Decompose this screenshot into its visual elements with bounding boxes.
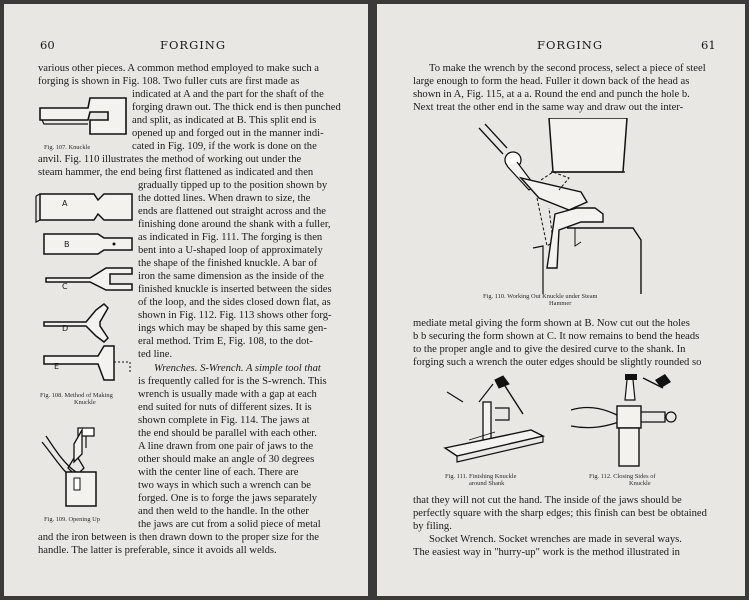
page-number: 61 (701, 38, 716, 52)
text-line: Next treat the other end in the same way and draw out the inter- (413, 102, 684, 113)
text-line: the end should be parallel with each other. (138, 428, 317, 439)
caption-fig112-cont: Knuckle (629, 480, 651, 487)
text-line: and then weld to the handle. In the other (138, 506, 309, 517)
caption-fig108: Fig. 108. Method of Making (40, 392, 113, 399)
text-line: ted line. (138, 349, 173, 360)
right-page (377, 4, 745, 596)
text-line: The easiest way in "hurry-up" work is the method illustrated in (413, 547, 680, 558)
text-line: perfectly square with the sharp edges; this finish can best be obtained (413, 508, 707, 519)
caption-fig107: Fig. 107. Knuckle (44, 144, 91, 151)
figure-110-steam-hammer (477, 118, 657, 294)
text-line: that they will not cut the hand. The inside of the jaws should be (413, 495, 682, 506)
text-line: as indicated in Fig. 111. The forging is then (138, 232, 323, 243)
text-line: shown complete in Fig. 114. The jaws at (138, 415, 310, 426)
figure-109-opening-up (38, 424, 110, 508)
text-line: the jaws are cut from a solid piece of metal (138, 519, 321, 530)
left-page (4, 4, 368, 596)
page-number: 60 (40, 38, 55, 52)
text-line: and split, as indicated at B. This split end is (132, 115, 317, 126)
text-line: the dotted lines. When drawn to size, the (138, 193, 311, 204)
running-head: FORGING (160, 38, 227, 52)
text-line: b b securing the form shown at C. It now remains to bend the heads (413, 331, 700, 342)
text-line: gradually tipped up to the position shown by (138, 180, 328, 191)
text-line: is frequently called for is the S-wrench. This (138, 376, 327, 387)
figure-108-stages (34, 186, 136, 384)
text-line: other should make an angle of 30 degrees (138, 454, 315, 465)
text-line: A line drawn from one pair of jaws to the (138, 441, 314, 452)
text-line: various other pieces. A common method employed to make such a (38, 63, 319, 74)
text-line: mediate metal giving the form shown at B. Now cut out the holes (413, 318, 690, 329)
caption-fig108-cont: Knuckle (74, 399, 96, 406)
caption-fig111-cont: around Shank (469, 480, 505, 487)
running-head: FORGING (537, 38, 604, 52)
text-line: handle. The latter is preferable, since it avoids all welds. (38, 545, 277, 556)
text-line: two ways in which such a wrench can be (138, 480, 311, 491)
text-line: shown in A, Fig. 115, at a a. Round the end and punch the hole b. (413, 89, 690, 100)
stage-label-c: C (62, 282, 68, 291)
text-line: forging is shown in Fig. 108. Two fuller cuts are first made as (38, 76, 300, 87)
text-line: cated in Fig. 109, if the work is done on the (132, 141, 317, 152)
text-line: ings which may be shaped by this same gen- (138, 323, 327, 334)
text-line: to the proper angle and to give the desired curve to the shank. In (413, 344, 686, 355)
text-line: opened up and forged out in the manner indi- (132, 128, 324, 139)
text-line: of the loop, and the sides closed down flat, as (138, 297, 331, 308)
stage-label-a: A (62, 199, 68, 208)
text-line: finished knuckle is inserted between the sides (138, 284, 332, 295)
text-line: wrench is usually made with a gap at each (138, 389, 317, 400)
figure-112-closing-sides (567, 370, 687, 470)
text-line: by filing. (413, 521, 452, 532)
caption-fig112: Fig. 112. Closing Sides of (589, 473, 656, 480)
text-line: forging drawn out. The thick end is then punched (132, 102, 341, 113)
figure-111-finishing-knuckle (439, 374, 549, 470)
text-line: the shape of the finished knuckle. A bar of (138, 258, 318, 269)
text-line: To make the wrench by the second process, select a piece of steel (429, 63, 706, 74)
text-line: large enough to form the head. Fuller it down back of the head as (413, 76, 690, 87)
caption-fig110: Fig. 110. Working Out Knuckle under Steam (483, 293, 598, 300)
text-line: shown in Fig. 112. Fig. 113 shows other forg- (138, 310, 332, 321)
caption-fig111: Fig. 111. Finishing Knuckle (445, 473, 517, 480)
text-line: and the iron between is then drawn down to the proper size for the (38, 532, 319, 543)
figure-107-knuckle (38, 94, 130, 138)
text-line: forged. One is to forge the jaws separately (138, 493, 318, 504)
text-line: ends are flattened out straight across and the (138, 206, 326, 217)
stage-label-d: D (62, 324, 69, 333)
text-line: steam hammer, the end being first flattened as indicated and then (38, 167, 314, 178)
text-line: iron the same dimension as the inside of the (138, 271, 324, 282)
stage-label-e: E (54, 362, 60, 371)
text-line: indicated at A and the part for the shaft of the (132, 89, 324, 100)
text-line: anvil. Fig. 110 illustrates the method of working out under the (38, 154, 302, 165)
text-line: Socket Wrench. Socket wrenches are made in several ways. (429, 534, 682, 545)
caption-fig110-cont: Hammer (549, 300, 572, 307)
text-line: finishing done around the shank with a fuller, (138, 219, 331, 230)
text-line: forging such a wrench the outer edges should be slightly rounded so (413, 357, 702, 368)
caption-fig109: Fig. 109. Opening Up (44, 516, 100, 523)
text-line: eral method. Trim E, Fig. 108, to the dot- (138, 336, 313, 347)
stage-label-b: B (64, 240, 70, 249)
text-line: with the center line of each. There are (138, 467, 299, 478)
text-line: end suited for nuts of different sizes. It is (138, 402, 312, 413)
section-heading: Wrenches. S-Wrench. A simple tool that (154, 363, 321, 374)
text-line: bent into a U-shaped loop of approximately (138, 245, 323, 256)
